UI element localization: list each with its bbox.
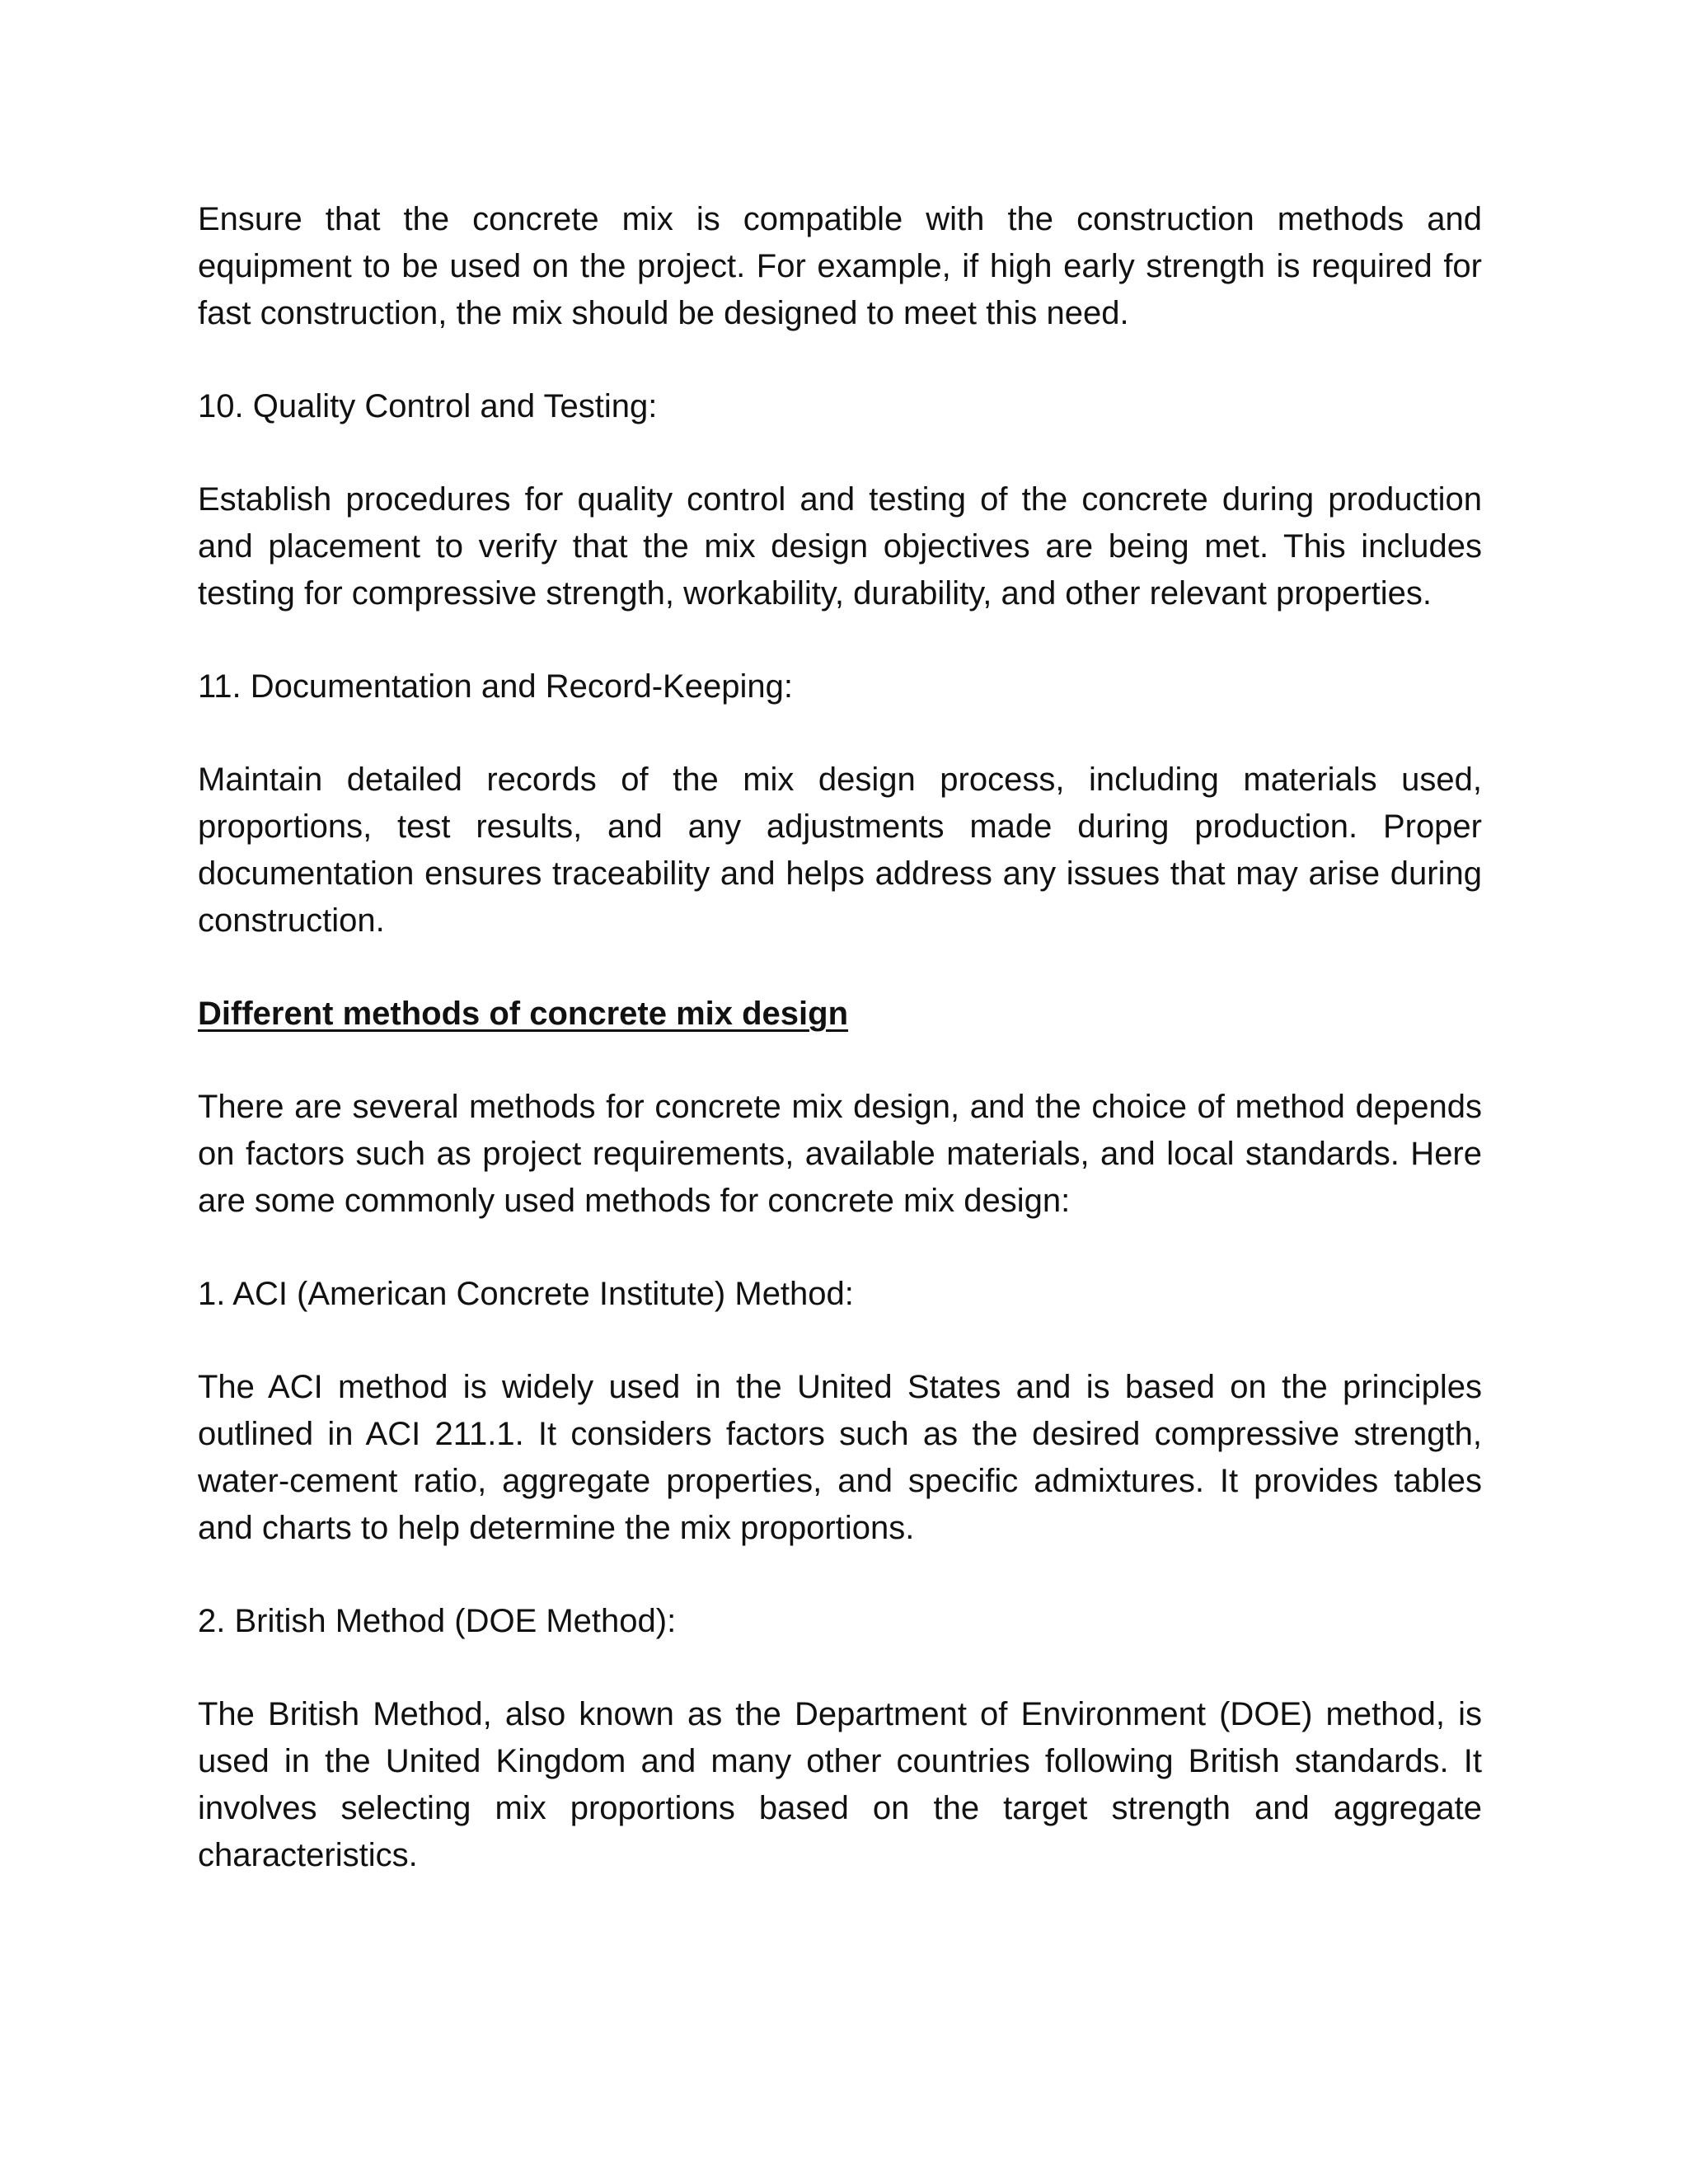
paragraph-methods-intro: There are several methods for concrete mix design, and the choice of method depends on factors such as project requirements, available materials, and local standards. Here are some commonly used methods for concrete mix design: [198,1089,1482,1219]
paragraph-construction-compatibility: Ensure that the concrete mix is compatible with the construction methods and equipment to be used on the project. For example, if high early strength is required for fast construction, the mix should be designed to meet this need. [198,201,1482,331]
paragraph-british-method: The British Method, also known as the Department of Environment (DOE) method, is used in the United Kingdom and many other countries following British standards. It involves selecting mix proportions based on the target strength and aggregate characteristics. [198,1696,1482,1873]
document-body [198,196,1482,1925]
heading-documentation: 11. Documentation and Record-Keeping: [198,668,793,705]
paragraph-aci-method: The ACI method is widely used in the United States and is based on the principles outlined in ACI 211.1. It considers factors such as the desired compressive strength, water-cement ratio, aggregate properties, and specific admixtures. It provides tables and charts to help determine the mix proportions. [198,1369,1482,1546]
heading-british-method: 2. British Method (DOE Method): [198,1603,677,1639]
heading-quality-control: 10. Quality Control and Testing: [198,388,658,424]
heading-aci-method: 1. ACI (American Concrete Institute) Method: [198,1276,854,1312]
section-title-mix-design-methods: Different methods of concrete mix design [198,996,849,1032]
paragraph-quality-control: Establish procedures for quality control and testing of the concrete during production and placement to verify that the mix design objectives are being met. This includes testing for compressive strength, workability, durability, and other relevant properties. [198,481,1482,612]
paragraph-documentation: Maintain detailed records of the mix design process, including materials used, proportions, test results, and any adjustments made during production. Proper documentation ensures traceability and helps address any issues that may arise during construction. [198,762,1482,939]
